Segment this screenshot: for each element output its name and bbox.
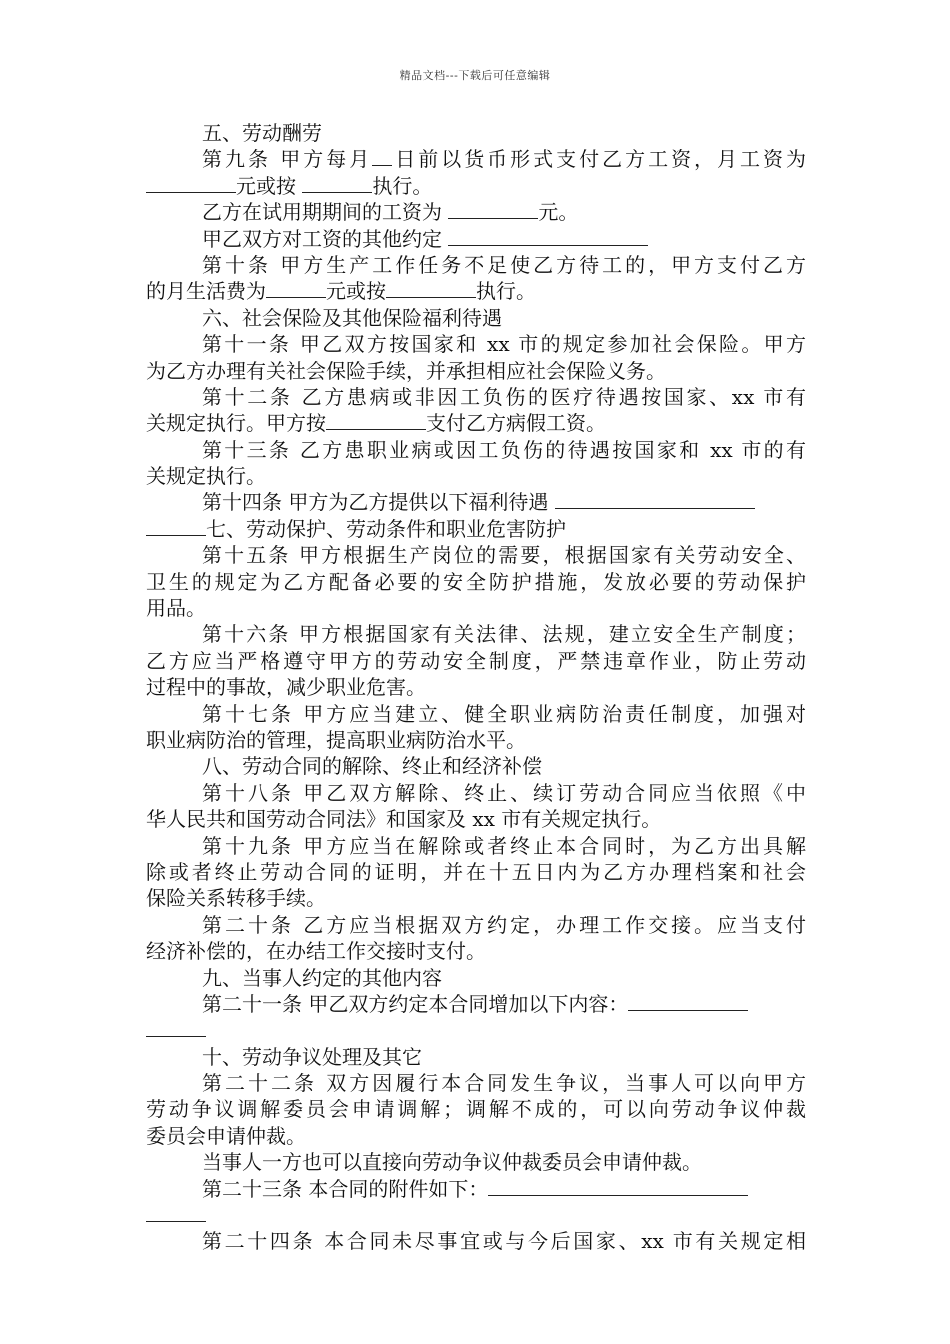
text-segment: 第二十三条 本合同的附件如下：	[202, 1176, 489, 1201]
fill-in-blank	[555, 489, 755, 509]
text-segment: 七、劳动保护、劳动条件和职业危害防护	[206, 516, 566, 541]
text-segment: 第十条 甲方生产工作任务不足使乙方待工的，甲方支付乙方	[202, 252, 806, 277]
fill-in-blank	[326, 410, 426, 430]
fill-in-blank	[386, 278, 476, 298]
text-line	[146, 806, 806, 832]
text-line	[146, 674, 806, 700]
text-segment: 执行。	[476, 279, 536, 304]
text-segment: 第九条 甲方每月	[202, 147, 373, 172]
text-segment: 元或按	[236, 173, 303, 198]
text-line	[146, 885, 806, 911]
text-segment: 第十二条 乙方患病或非因工负伤的医疗待遇按国家、xx 市有	[202, 384, 806, 409]
page-header-note: 精品文档---下载后可任意编辑	[399, 69, 551, 82]
text-line	[146, 120, 806, 146]
text-line	[146, 437, 806, 463]
text-segment: 关规定执行。甲方按	[146, 411, 326, 436]
text-line	[146, 912, 806, 938]
text-segment: 执行。	[372, 173, 433, 198]
fill-in-blank	[448, 226, 648, 246]
text-segment: 六、社会保险及其他保险福利待遇	[202, 305, 502, 330]
text-line	[146, 938, 806, 964]
text-segment: 为乙方办理有关社会保险手续，并承担相应社会保险义务。	[146, 358, 666, 383]
text-line	[146, 384, 806, 410]
text-segment: 第十三条 乙方患职业病或因工负伤的待遇按国家和 xx 市的有	[202, 437, 806, 462]
text-line	[146, 278, 806, 304]
text-segment: 除或者终止劳动合同的证明，并在十五日内为乙方办理档案和社会	[146, 859, 806, 884]
text-line	[146, 173, 806, 199]
text-line	[146, 727, 806, 753]
text-segment: 华人民共和国劳动合同法》和国家及 xx 市有关规定执行。	[146, 807, 662, 832]
text-segment: 元。	[538, 200, 579, 225]
text-segment: 日前以货币形式支付乙方工资，月工资为	[392, 147, 807, 172]
text-line	[146, 1202, 806, 1228]
text-segment: 保险关系转移手续。	[146, 886, 326, 911]
text-segment: 第十四条 甲方为乙方提供以下福利待遇	[202, 490, 555, 515]
fill-in-blank	[146, 1202, 206, 1222]
fill-in-blank	[448, 199, 538, 219]
text-segment: 第二十二条 双方因履行本合同发生争议，当事人可以向甲方	[202, 1071, 806, 1096]
text-line	[146, 146, 806, 172]
text-segment: 第二十一条 甲乙双方约定本合同增加以下内容：	[202, 991, 629, 1016]
text-segment: 甲乙双方对工资的其他约定	[202, 226, 449, 251]
text-segment: 第十八条 甲乙双方解除、终止、续订劳动合同应当依照《中	[202, 780, 806, 805]
text-segment: 劳动争议调解委员会申请调解；调解不成的，可以向劳动争议仲裁	[146, 1097, 806, 1122]
text-line	[146, 463, 806, 489]
text-segment: 卫生的规定为乙方配备必要的安全防护措施，发放必要的劳动保护	[146, 569, 806, 594]
text-segment: 委员会申请仲裁。	[146, 1123, 306, 1148]
text-line	[146, 1044, 806, 1070]
text-line	[146, 489, 806, 515]
text-line	[146, 1149, 806, 1175]
text-line	[146, 331, 806, 357]
text-segment: 第十七条 甲方应当建立、健全职业病防治责任制度，加强对	[202, 701, 806, 726]
text-segment: 第十九条 甲方应当在解除或者终止本合同时，为乙方出具解	[202, 833, 806, 858]
fill-in-blank	[146, 516, 206, 536]
text-segment: 第二十条 乙方应当根据双方约定，办理工作交接。应当支付	[202, 912, 806, 937]
text-segment: 当事人一方也可以直接向劳动争议仲裁委员会申请仲裁。	[202, 1150, 702, 1175]
fill-in-blank	[266, 278, 326, 298]
text-segment: 第十一条 甲乙双方按国家和 xx 市的规定参加社会保险。甲方	[202, 332, 806, 357]
text-segment: 的月生活费为	[146, 279, 266, 304]
text-segment: 元或按	[326, 279, 386, 304]
text-line	[146, 1096, 806, 1122]
text-line	[146, 701, 806, 727]
text-line	[146, 226, 806, 252]
text-line	[146, 1070, 806, 1096]
text-line	[146, 753, 806, 779]
text-segment: 用品。	[146, 596, 206, 621]
text-segment: 第十六条 甲方根据国家有关法律、法规，建立安全生产制度；	[202, 622, 806, 647]
text-line	[146, 516, 806, 542]
text-segment: 十、劳动争议处理及其它	[202, 1044, 422, 1069]
fill-in-blank	[146, 1017, 206, 1037]
text-segment: 九、当事人约定的其他内容	[202, 965, 442, 990]
text-line	[146, 542, 806, 568]
fill-in-blank	[372, 146, 392, 166]
text-line	[146, 648, 806, 674]
text-line	[146, 595, 806, 621]
text-segment: 乙方在试用期期间的工资为	[202, 200, 449, 225]
text-line	[146, 569, 806, 595]
text-line	[146, 1017, 806, 1043]
fill-in-blank	[628, 991, 748, 1011]
text-segment: 支付乙方病假工资。	[426, 411, 606, 436]
text-line	[146, 1228, 806, 1254]
fill-in-blank	[302, 173, 372, 193]
text-segment: 第十五条 甲方根据生产岗位的需要，根据国家有关劳动安全、	[202, 543, 806, 568]
text-line	[146, 1176, 806, 1202]
text-line	[146, 252, 806, 278]
text-segment: 过程中的事故，减少职业危害。	[146, 675, 426, 700]
text-line	[146, 199, 806, 225]
text-line	[146, 780, 806, 806]
fill-in-blank	[488, 1176, 748, 1196]
text-segment: 职业病防治的管理，提高职业病防治水平。	[146, 727, 526, 752]
text-line	[146, 410, 806, 436]
text-line	[146, 358, 806, 384]
fill-in-blank	[146, 173, 236, 193]
text-line	[146, 833, 806, 859]
text-line	[146, 991, 806, 1017]
text-line	[146, 859, 806, 885]
text-line	[146, 965, 806, 991]
text-line	[146, 305, 806, 331]
text-segment: 关规定执行。	[146, 464, 266, 489]
document-body	[146, 120, 806, 1255]
text-segment: 乙方应当严格遵守甲方的劳动安全制度，严禁违章作业，防止劳动	[146, 648, 806, 673]
text-segment: 八、劳动合同的解除、终止和经济补偿	[202, 754, 542, 779]
text-line	[146, 1123, 806, 1149]
text-segment: 第二十四条 本合同未尽事宜或与今后国家、xx 市有关规定相	[202, 1229, 806, 1254]
text-segment: 五、劳动酬劳	[202, 121, 322, 145]
text-segment: 经济补偿的，在办结工作交接时支付。	[146, 939, 486, 964]
text-line	[146, 621, 806, 647]
